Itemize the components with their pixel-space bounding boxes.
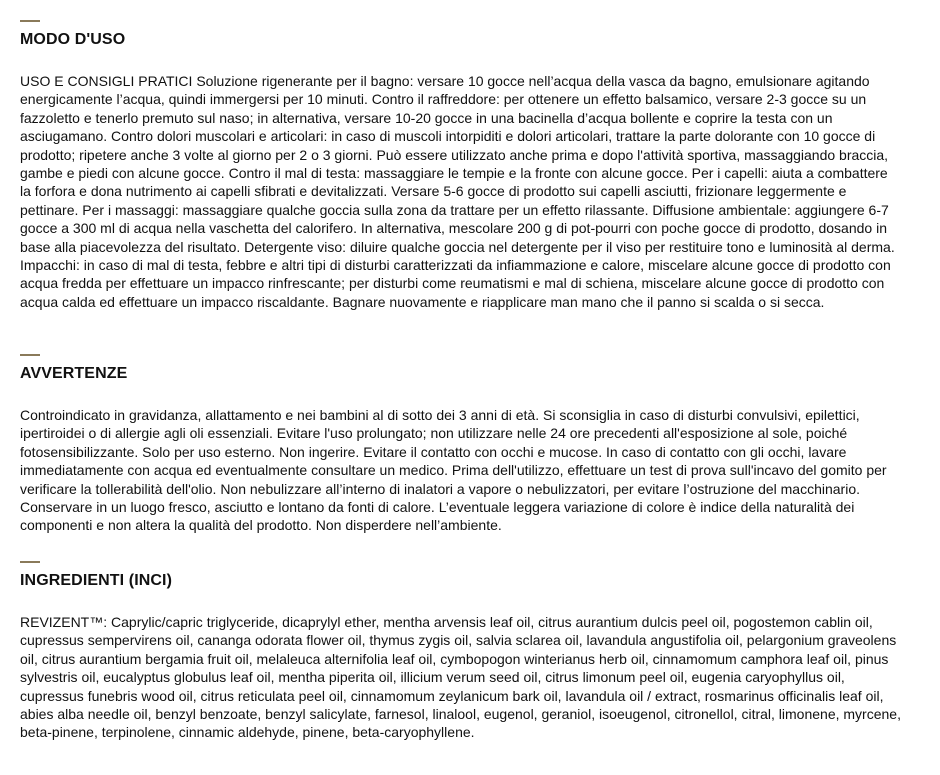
section-avvertenze xyxy=(20,354,902,535)
section-accent-bar xyxy=(20,354,40,356)
section-accent-bar xyxy=(20,561,40,563)
section-body-modo-duso: USO E CONSIGLI PRATICI Soluzione rigenerante per il bagno: versare 10 gocce nell’acqua della vasca da bagno, emulsionare agitando energicamente l’acqua, quindi immergersi per 10 minuti. Contro il raffreddore: per ottenere un effetto balsamico, versare 2-3 gocce su un fazzoletto e tenerlo premuto sul naso; in alternativa, versare 10-20 gocce in una bacinella d’acqua bollente e coprire la testa con un asciugamano. Contro dolori muscolari e articolari: in caso di muscoli intorpiditi e dolori articolari, trattare la parte dolorante con 10 gocce di prodotto; ripetere anche 3 volte al giorno per 2 o 3 giorni. Può essere utilizzato anche prima e dopo l'attività sportiva, massaggiando braccia, gambe e piedi con alcune gocce. Contro il mal di testa: massaggiare le tempie e la fronte con alcune gocce. Per i capelli: aiuta a combattere la forfora e dona nutrimento ai capelli sfibrati e devitalizzati. Versare 5-6 gocce di prodotto sui capelli asciutti, frizionare leggermente e pettinare. Per i massaggi: massaggiare qualche goccia sulla zona da trattare per un effetto rilassante. Diffusione ambientale: aggiungere 6-7 gocce a 300 ml di acqua nella vaschetta del calorifero. In alternativa, mescolare 200 g di pot-pourri con poche gocce di prodotto, dosando in base alla piacevolezza del risultato. Detergente viso: diluire qualche goccia nel detergente per il viso per restituire tono e luminosità al derma. Impacchi: in caso di mal di testa, febbre e altri tipi di disturbi caratterizzati da infiammazione e calore, miscelare alcune gocce di prodotto con acqua fredda per effettuare un impacco rinfrescante; per disturbi come reumatismi e mal di schiena, miscelare alcune gocce di prodotto con acqua calda ed effettuare un impacco riscaldante. Bagnare nuovamente e riapplicare man mano che il panno si scalda o si secca. xyxy=(20,73,895,310)
section-body-avvertenze: Controindicato in gravidanza, allattamento e nei bambini al di sotto dei 3 anni di età. Si sconsiglia in caso di disturbi convulsivi, epilettici, ipertiroidei o di allergie agli oli essenziali. Evitare l'uso prolungato; non utilizzare nelle 24 ore precedenti all'esposizione al sole, poiché fotosensibilizzante. Solo per uso esterno. Non ingerire. Evitare il contatto con occhi e mucose. In caso di contatto con gli occhi, lavare immediatamente con acqua ed eventualmente consultare un medico. Prima dell'utilizzo, effettuare un test di prova sull'incavo del gomito per verificare la tollerabilità dell'olio. Non nebulizzare all’interno di inalatori a vapore o nebulizzatori, per evitare l’ostruzione del macchinario. Conservare in un luogo fresco, asciutto e lontano da fonti di calore. L’eventuale leggera variazione di colore è indice della naturalità dei componenti e non altera la qualità del prodotto. Non disperdere nell’ambiente. xyxy=(20,407,887,534)
section-title-modo-duso: MODO D'USO xyxy=(20,31,126,48)
section-title-avvertenze: AVVERTENZE xyxy=(20,365,128,382)
section-modo-duso xyxy=(20,20,902,311)
section-accent-bar xyxy=(20,20,40,22)
section-title-ingredienti: INGREDIENTI (INCI) xyxy=(20,572,173,589)
section-ingredienti xyxy=(20,561,902,742)
section-body-ingredienti: REVIZENT™: Caprylic/capric triglyceride, dicaprylyl ether, mentha arvensis leaf oil, citrus aurantium dulcis peel oil, pogostemon cablin oil, cupressus sempervirens oil, cananga odorata flower oil, thymus zygis oil, salvia sclarea oil, lavandula angustifolia oil, pelargonium graveolens oil, citrus aurantium bergamia fruit oil, melaleuca alternifolia leaf oil, cymbopogon winterianus herb oil, cinnamomum camphora leaf oil, pinus sylvestris oil, eucalyptus globulus leaf oil, mentha piperita oil, illicium verum seed oil, citrus limonum peel oil, eugenia caryophyllus oil, cupressus funebris wood oil, citrus reticulata peel oil, cinnamomum zeylanicum bark oil, lavandula oil / extract, rosmarinus officinalis leaf oil, abies alba needle oil, benzyl benzoate, benzyl salicylate, farnesol, linalool, eugenol, geraniol, isoeugenol, citronellol, citral, limonene, myrcene, beta-pinene, terpinolene, cinnamic aldehyde, pinene, beta-caryophyllene. xyxy=(20,614,901,741)
